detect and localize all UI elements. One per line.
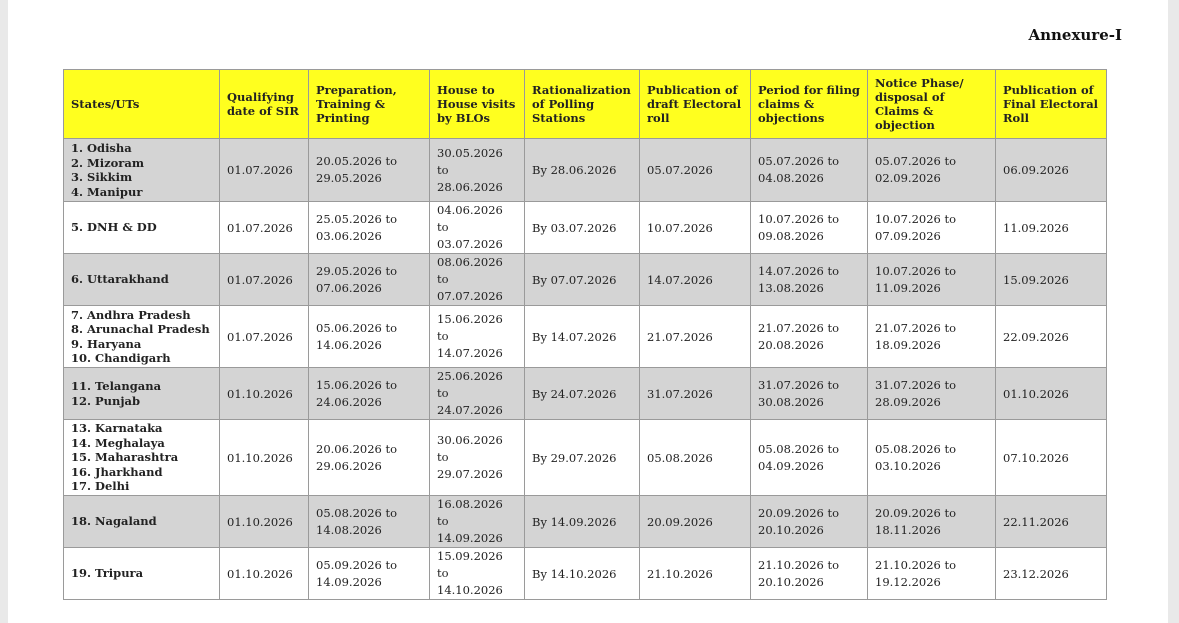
notice-phase-cell (868, 548, 996, 600)
date-line: 21.07.2026 to (758, 320, 840, 335)
draft-publication-cell: 14.07.2026 (640, 254, 751, 306)
date-line: to (437, 566, 449, 580)
state-name: 10. Chandigarh (71, 351, 171, 365)
house-visits-cell (430, 548, 525, 600)
table-row (64, 254, 1107, 306)
qualifying-date-cell: 01.07.2026 (220, 139, 309, 202)
states-cell (64, 496, 220, 548)
date-line: 28.06.2026 (437, 179, 503, 194)
date-line: 05.08.2026 to (316, 505, 398, 520)
header-qualifying-date: Qualifying date of SIR (220, 70, 309, 139)
preparation-cell (309, 254, 430, 306)
document-page (8, 0, 1168, 623)
date-line: 10.07.2026 to (758, 211, 840, 226)
qualifying-date-cell: 01.10.2026 (220, 496, 309, 548)
table-row (64, 548, 1107, 600)
date-line: 05.09.2026 to (316, 557, 398, 572)
date-line: 15.06.2026 (437, 312, 503, 326)
house-visits-cell (430, 202, 525, 254)
header-draft-publication: Publication of draft Electoral roll (640, 70, 751, 139)
date-line: 31.07.2026 to (758, 377, 840, 392)
notice-phase-cell (868, 420, 996, 496)
draft-publication-cell: 05.07.2026 (640, 139, 751, 202)
preparation-cell (309, 368, 430, 420)
date-line: 10.07.2026 to (875, 211, 957, 226)
claims-period-cell (751, 420, 868, 496)
date-line: 20.09.2026 to (758, 505, 840, 520)
qualifying-date-cell: 01.10.2026 (220, 368, 309, 420)
date-line: to (437, 272, 449, 286)
date-line: 13.08.2026 (758, 280, 824, 295)
date-line: 16.08.2026 (437, 497, 503, 511)
date-line: 24.07.2026 (437, 403, 503, 417)
claims-period-cell (751, 202, 868, 254)
state-name: 1. Odisha (71, 141, 132, 155)
table-row (64, 368, 1107, 420)
final-publication-cell: 22.09.2026 (996, 306, 1107, 368)
preparation-cell (309, 496, 430, 548)
date-line: 20.10.2026 (758, 522, 824, 537)
date-line: 08.06.2026 (437, 255, 503, 269)
claims-period-cell (751, 368, 868, 420)
date-line: 03.06.2026 (316, 228, 382, 243)
state-name: 12. Punjab (71, 393, 141, 408)
state-name: 11. Telangana (71, 379, 162, 393)
date-line: 31.07.2026 to (875, 377, 957, 392)
house-visits-cell (430, 254, 525, 306)
table-row (64, 496, 1107, 548)
qualifying-date-cell: 01.10.2026 (220, 420, 309, 496)
date-line: 14.07.2026 (437, 346, 503, 360)
claims-period-cell (751, 139, 868, 202)
date-line: 25.06.2026 (437, 369, 503, 383)
qualifying-date-cell: 01.10.2026 (220, 548, 309, 600)
state-name: 5. DNH & DD (71, 220, 157, 235)
header-house-visits: House to House visits by BLOs (430, 70, 525, 139)
state-name: 7. Andhra Pradesh (71, 307, 191, 322)
date-line: 11.09.2026 (875, 280, 941, 295)
date-line: to (437, 220, 449, 234)
notice-phase-cell (868, 306, 996, 368)
preparation-cell (309, 306, 430, 368)
state-name: 16. Jharkhand (71, 464, 163, 479)
table-row (64, 139, 1107, 202)
date-line: 21.10.2026 to (758, 557, 840, 572)
state-name: 15. Maharashtra (71, 450, 179, 465)
state-name: 2. Mizoram (71, 155, 144, 170)
notice-phase-cell (868, 254, 996, 306)
date-line: 05.08.2026 to (758, 441, 840, 456)
states-cell (64, 420, 220, 496)
rationalization-cell: By 14.09.2026 (525, 496, 640, 548)
claims-period-cell (751, 496, 868, 548)
state-name: 4. Manipur (71, 184, 143, 199)
date-line: 18.11.2026 (875, 522, 941, 537)
final-publication-cell: 06.09.2026 (996, 139, 1107, 202)
date-line: 18.09.2026 (875, 337, 941, 352)
draft-publication-cell: 05.08.2026 (640, 420, 751, 496)
final-publication-cell: 07.10.2026 (996, 420, 1107, 496)
final-publication-cell: 15.09.2026 (996, 254, 1107, 306)
qualifying-date-cell: 01.07.2026 (220, 254, 309, 306)
date-line: 07.09.2026 (875, 228, 941, 243)
rationalization-cell: By 14.07.2026 (525, 306, 640, 368)
draft-publication-cell: 21.07.2026 (640, 306, 751, 368)
house-visits-cell (430, 420, 525, 496)
notice-phase-cell (868, 202, 996, 254)
preparation-cell (309, 548, 430, 600)
date-line: to (437, 386, 449, 400)
date-line: 10.07.2026 to (875, 263, 957, 278)
date-line: 07.07.2026 (437, 289, 503, 303)
date-line: 03.07.2026 (437, 237, 503, 251)
preparation-cell (309, 420, 430, 496)
date-line: 03.10.2026 (875, 458, 941, 473)
header-preparation: Preparation, Training & Printing (309, 70, 430, 139)
table-header-row (64, 70, 1107, 139)
house-visits-cell (430, 368, 525, 420)
final-publication-cell: 22.11.2026 (996, 496, 1107, 548)
date-line: 28.09.2026 (875, 394, 941, 409)
date-line: to (437, 450, 449, 464)
date-line: 30.06.2026 (437, 433, 503, 447)
date-line: 04.09.2026 (758, 458, 824, 473)
rationalization-cell: By 03.07.2026 (525, 202, 640, 254)
date-line: 20.05.2026 to (316, 154, 398, 168)
date-line: 21.10.2026 to (875, 557, 957, 572)
rationalization-cell: By 28.06.2026 (525, 139, 640, 202)
date-line: 02.09.2026 (875, 171, 941, 185)
header-rationalization: Rationalization of Polling Stations (525, 70, 640, 139)
date-line: 30.05.2026 (437, 145, 503, 160)
state-name: 6. Uttarakhand (71, 272, 169, 287)
date-line: 14.10.2026 (437, 583, 503, 597)
date-line: 09.08.2026 (758, 228, 824, 243)
notice-phase-cell (868, 368, 996, 420)
state-name: 18. Nagaland (71, 514, 157, 529)
rationalization-cell: By 24.07.2026 (525, 368, 640, 420)
final-publication-cell: 23.12.2026 (996, 548, 1107, 600)
house-visits-cell (430, 496, 525, 548)
state-name: 3. Sikkim (71, 170, 133, 184)
date-line: 05.07.2026 to (875, 154, 957, 168)
date-line: 04.08.2026 (758, 171, 824, 185)
claims-period-cell (751, 306, 868, 368)
notice-phase-cell (868, 496, 996, 548)
states-cell (64, 254, 220, 306)
final-publication-cell: 11.09.2026 (996, 202, 1107, 254)
date-line: 05.07.2026 to (758, 154, 840, 168)
state-name: 19. Tripura (71, 566, 144, 581)
header-claims-period: Period for filing claims & objections (751, 70, 868, 139)
draft-publication-cell: 21.10.2026 (640, 548, 751, 600)
state-name: 13. Karnataka (71, 421, 163, 436)
date-line: 05.06.2026 to (316, 320, 398, 335)
date-line: 20.06.2026 to (316, 441, 398, 456)
preparation-cell (309, 139, 430, 202)
draft-publication-cell: 31.07.2026 (640, 368, 751, 420)
date-line: 30.08.2026 (758, 394, 824, 409)
date-line: 20.08.2026 (758, 337, 824, 352)
date-line: 04.06.2026 (437, 203, 503, 217)
date-line: 25.05.2026 to (316, 211, 398, 226)
table-row (64, 306, 1107, 368)
date-line: 29.06.2026 (316, 458, 382, 473)
date-line: 15.06.2026 to (316, 377, 398, 392)
state-name: 14. Meghalaya (71, 435, 165, 450)
final-publication-cell: 01.10.2026 (996, 368, 1107, 420)
table-row (64, 420, 1107, 496)
table-row (64, 202, 1107, 254)
date-line: 29.05.2026 (316, 171, 382, 185)
claims-period-cell (751, 548, 868, 600)
house-visits-cell (430, 306, 525, 368)
date-line: to (437, 329, 449, 343)
rationalization-cell: By 29.07.2026 (525, 420, 640, 496)
states-cell (64, 368, 220, 420)
date-line: 05.08.2026 to (875, 441, 957, 456)
date-line: 21.07.2026 to (875, 320, 957, 335)
date-line: 29.05.2026 to (316, 263, 398, 278)
states-cell (64, 202, 220, 254)
notice-phase-cell (868, 139, 996, 202)
date-line: 07.06.2026 (316, 280, 382, 295)
date-line: to (437, 514, 449, 528)
house-visits-cell (430, 139, 525, 202)
draft-publication-cell: 10.07.2026 (640, 202, 751, 254)
preparation-cell (309, 202, 430, 254)
states-cell (64, 139, 220, 202)
date-line: 14.06.2026 (316, 337, 382, 352)
date-line: 20.09.2026 to (875, 505, 957, 520)
date-line: 15.09.2026 (437, 549, 503, 563)
date-line: 24.06.2026 (316, 394, 382, 409)
qualifying-date-cell: 01.07.2026 (220, 306, 309, 368)
header-states: States/UTs (64, 70, 220, 139)
date-line: 29.07.2026 (437, 467, 503, 481)
claims-period-cell (751, 254, 868, 306)
date-line: to (437, 162, 449, 177)
state-name: 17. Delhi (71, 479, 130, 494)
header-final-publication: Publication of Final Electoral Roll (996, 70, 1107, 139)
rationalization-cell: By 07.07.2026 (525, 254, 640, 306)
annexure-heading: Annexure-I (1028, 26, 1122, 44)
sir-schedule-table (63, 69, 1107, 600)
date-line: 20.10.2026 (758, 574, 824, 589)
date-line: 14.08.2026 (316, 522, 382, 537)
date-line: 14.07.2026 to (758, 263, 840, 278)
date-line: 14.09.2026 (437, 531, 503, 545)
header-notice-phase: Notice Phase/ disposal of Claims & objection (868, 70, 996, 139)
states-cell (64, 306, 220, 368)
state-name: 8. Arunachal Pradesh (71, 322, 210, 336)
qualifying-date-cell: 01.07.2026 (220, 202, 309, 254)
date-line: 14.09.2026 (316, 574, 382, 589)
states-cell (64, 548, 220, 600)
date-line: 19.12.2026 (875, 574, 941, 589)
state-name: 9. Haryana (71, 336, 142, 351)
rationalization-cell: By 14.10.2026 (525, 548, 640, 600)
draft-publication-cell: 20.09.2026 (640, 496, 751, 548)
